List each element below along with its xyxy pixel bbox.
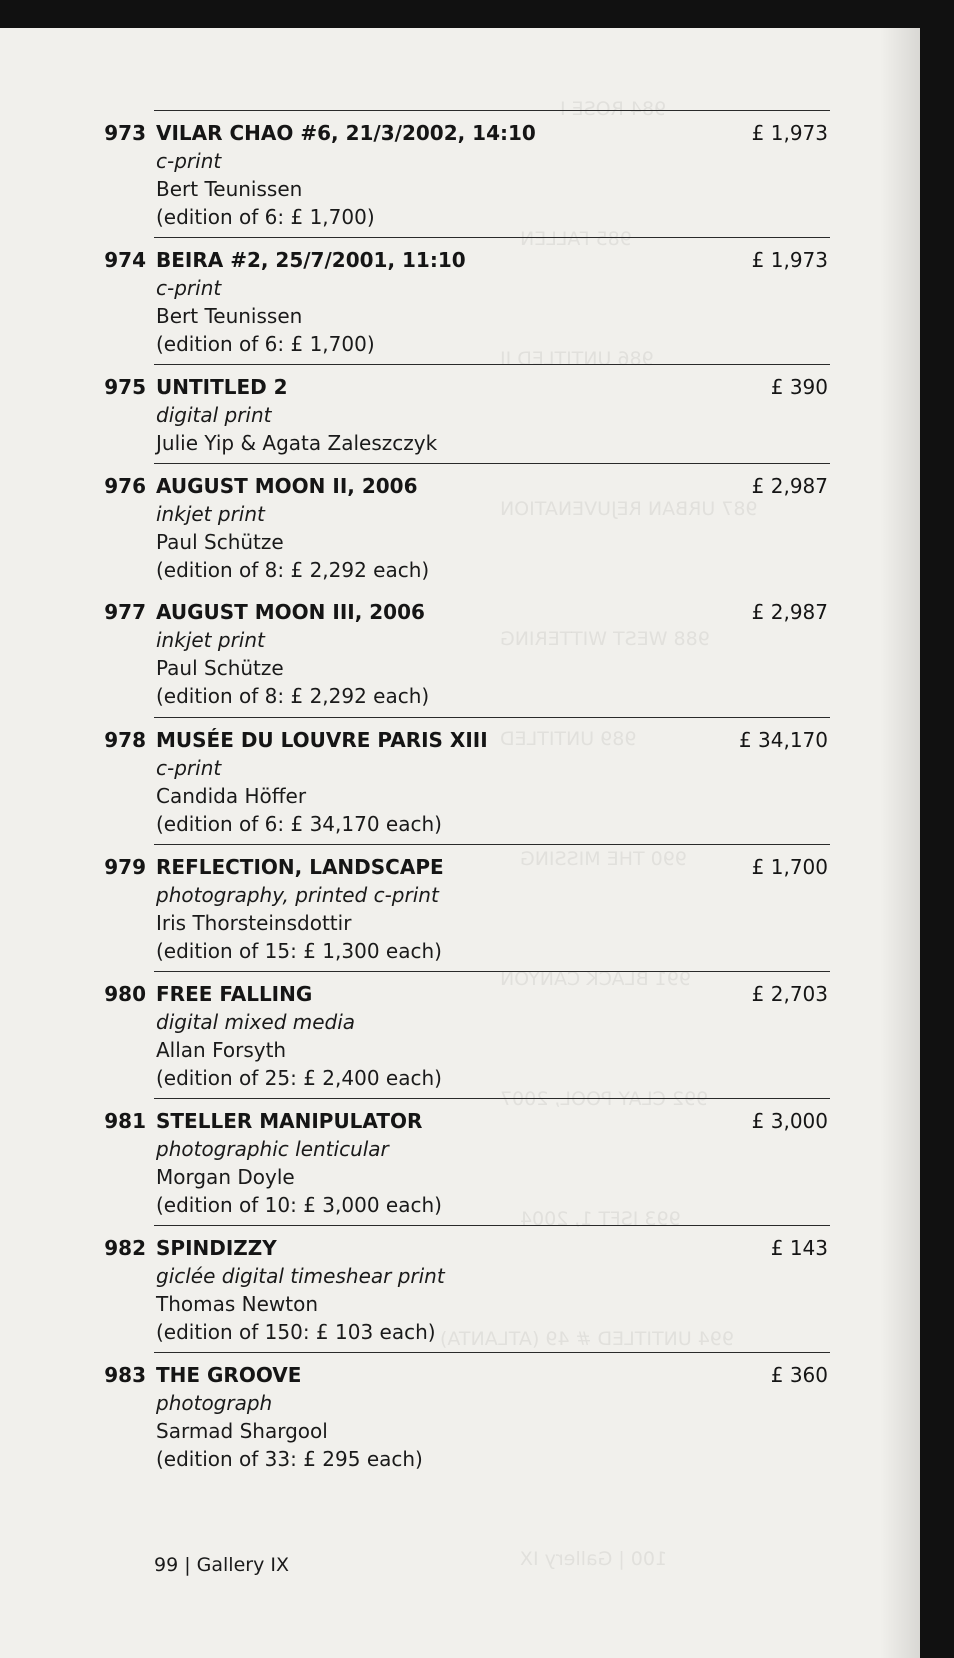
edition-info: (edition of 25: £ 2,400 each) — [156, 1066, 442, 1090]
artwork-title: BEIRA #2, 25/7/2001, 11:10 — [156, 248, 466, 272]
artist-name: Bert Teunissen — [156, 177, 303, 201]
artist-name: Allan Forsyth — [156, 1038, 287, 1062]
lot-entry — [104, 1225, 830, 1353]
page-footer: 99 | Gallery IX — [154, 1554, 289, 1576]
artwork-title: MUSÉE DU LOUVRE PARIS XIII — [156, 728, 488, 752]
artist-name: Paul Schütze — [156, 530, 284, 554]
artwork-title: THE GROOVE — [156, 1363, 302, 1387]
price: £ 1,700 — [751, 855, 828, 879]
lot-entry — [104, 971, 830, 1099]
edition-info: (edition of 6: £ 34,170 each) — [156, 812, 442, 836]
artwork-title: STELLER MANIPULATOR — [156, 1109, 423, 1133]
artwork-title: SPINDIZZY — [156, 1236, 277, 1260]
artwork-title: VILAR CHAO #6, 21/3/2002, 14:10 — [156, 121, 536, 145]
medium: photographic lenticular — [156, 1137, 389, 1161]
medium: inkjet print — [156, 502, 265, 526]
edition-info: (edition of 33: £ 295 each) — [156, 1447, 423, 1471]
catalogue-page — [0, 28, 920, 1658]
lot-entry — [104, 844, 830, 972]
lot-entry — [104, 237, 830, 365]
lot-number: 980 — [104, 982, 146, 1006]
lot-number: 973 — [104, 121, 146, 145]
artist-name: Iris Thorsteinsdottir — [156, 911, 352, 935]
medium: digital print — [156, 403, 272, 427]
artwork-title: AUGUST MOON II, 2006 — [156, 474, 418, 498]
edition-info: (edition of 10: £ 3,000 each) — [156, 1193, 442, 1217]
price: £ 390 — [770, 375, 828, 399]
price: £ 143 — [770, 1236, 828, 1260]
lot-number: 976 — [104, 474, 146, 498]
edition-info: (edition of 8: £ 2,292 each) — [156, 558, 430, 582]
medium: c-print — [156, 756, 222, 780]
lot-entry — [104, 463, 830, 591]
medium: photograph — [156, 1391, 273, 1415]
artist-name: Thomas Newton — [156, 1292, 319, 1316]
price: £ 360 — [770, 1363, 828, 1387]
show-through-texture: 984 ROSE I 985 FALLEN 986 UNTITLED II 987 URBAN REJUVENATION 988 WEST WITTERING 989 UNTITLED 990 THE MISSING 991 BLACK CANYON 992 CLAY POOL, 2007 993 ISFT 1, 2004 994 UNTITLED # 49 (ATLANTA) 100 | Gallery IX — [440, 98, 758, 1570]
price: £ 2,987 — [751, 600, 828, 624]
artist-name: Morgan Doyle — [156, 1165, 295, 1189]
lot-entry — [104, 364, 830, 464]
medium: giclée digital timeshear print — [156, 1264, 445, 1288]
lot-number: 975 — [104, 375, 146, 399]
lot-number: 983 — [104, 1363, 146, 1387]
medium: inkjet print — [156, 628, 265, 652]
lot-entry — [104, 1098, 830, 1226]
lot-number: 979 — [104, 855, 146, 879]
edition-info: (edition of 15: £ 1,300 each) — [156, 939, 442, 963]
edition-info: (edition of 6: £ 1,700) — [156, 332, 375, 356]
artwork-title: AUGUST MOON III, 2006 — [156, 600, 425, 624]
lot-number: 978 — [104, 728, 146, 752]
medium: photography, printed c-print — [156, 883, 439, 907]
artist-name: Sarmad Shargool — [156, 1419, 328, 1443]
lot-entry — [104, 1352, 830, 1480]
price: £ 3,000 — [751, 1109, 828, 1133]
medium: c-print — [156, 276, 222, 300]
lot-number: 982 — [104, 1236, 146, 1260]
price: £ 34,170 — [738, 728, 828, 752]
edition-info: (edition of 6: £ 1,700) — [156, 205, 375, 229]
artist-name: Paul Schütze — [156, 656, 284, 680]
artwork-title: FREE FALLING — [156, 982, 313, 1006]
artist-name: Julie Yip & Agata Zaleszczyk — [156, 431, 438, 455]
lot-entry — [104, 717, 830, 845]
price: £ 1,973 — [751, 248, 828, 272]
medium: c-print — [156, 149, 222, 173]
lot-number: 977 — [104, 600, 146, 624]
medium: digital mixed media — [156, 1010, 356, 1034]
lot-number: 974 — [104, 248, 146, 272]
edition-info: (edition of 8: £ 2,292 each) — [156, 684, 430, 708]
lot-entry — [104, 110, 830, 238]
lot-number: 981 — [104, 1109, 146, 1133]
lot-entry — [104, 590, 830, 717]
price: £ 1,973 — [751, 121, 828, 145]
artwork-title: REFLECTION, LANDSCAPE — [156, 855, 444, 879]
artist-name: Bert Teunissen — [156, 304, 303, 328]
artwork-title: UNTITLED 2 — [156, 375, 288, 399]
price: £ 2,703 — [751, 982, 828, 1006]
artist-name: Candida Höffer — [156, 784, 307, 808]
price: £ 2,987 — [751, 474, 828, 498]
edition-info: (edition of 150: £ 103 each) — [156, 1320, 436, 1344]
